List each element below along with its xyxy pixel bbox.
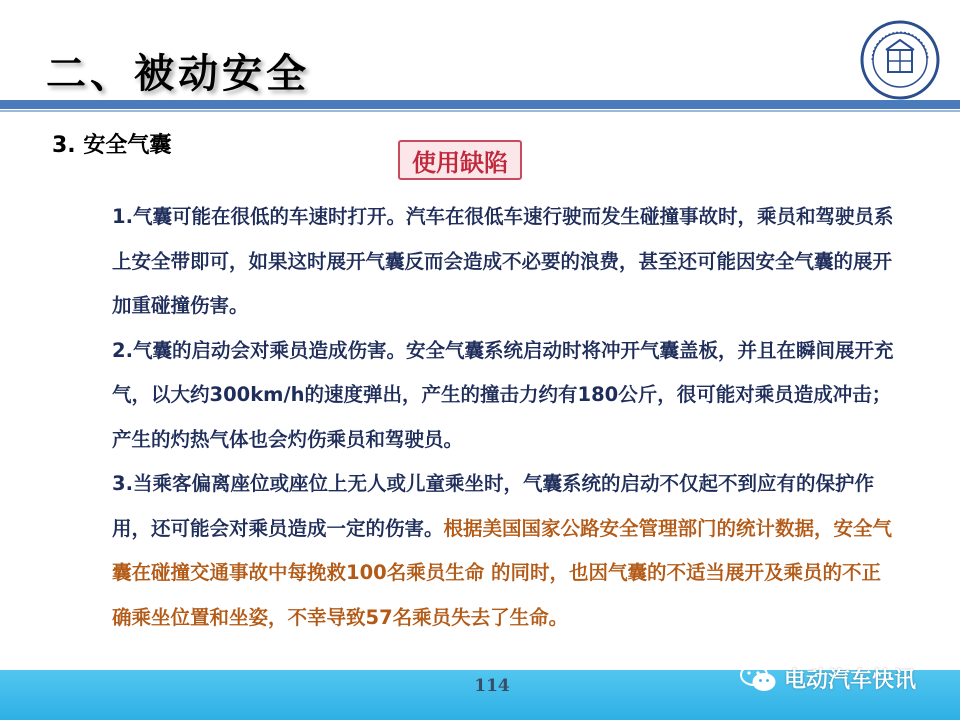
page-number: 114 <box>474 676 510 696</box>
paragraph-1: 1.气囊可能在很低的车速时打开。汽车在很低车速行驶而发生碰撞事故时，乘员和驾驶员系上安全带即可，如果这时展开气囊反而会造成不必要的浪费，甚至还可能因安全气囊的展开加重碰撞伤害。 <box>112 205 894 317</box>
university-seal-icon <box>860 20 940 100</box>
title-divider-thin <box>0 110 960 112</box>
watermark-text: 电动汽车快讯 <box>784 667 917 693</box>
wechat-icon <box>738 662 778 694</box>
section-subtitle: 3. 安全气囊 <box>52 133 172 158</box>
paragraph-2: 2.气囊的启动会对乘员造成伤害。安全气囊系统启动时将冲开气囊盖板，并且在瞬间展开充气，以大约300km/h的速度弹出，产生的撞击力约有180公斤，很可能对乘员造成冲击；产生的灼热气体也会灼伤乘员和驾驶员。 <box>112 338 894 451</box>
section-badge: 使用缺陷 <box>398 140 522 180</box>
paragraph-3-text: 3.当乘客偏离座位或座位上无人或儿童乘坐时，气囊系统的启动不仅起不到应有的保护作用，还可能会对乘员造成一定的伤害。 <box>112 472 874 540</box>
watermark <box>738 660 916 696</box>
paragraph-3-highlight: 根据美国国家公路安全管理部门的统计数据，安全气囊在碰撞交通事故中每挽救100名乘员生命 的同时，也因气囊的不适当展开及乘员的不正确乘坐位置和坐姿，不幸导致57名乘员失去了生命。 <box>112 516 893 629</box>
body-text <box>70 195 900 640</box>
slide-title: 二、被动安全 <box>46 51 310 97</box>
paragraph-3 <box>70 462 900 640</box>
title-divider <box>0 100 960 109</box>
